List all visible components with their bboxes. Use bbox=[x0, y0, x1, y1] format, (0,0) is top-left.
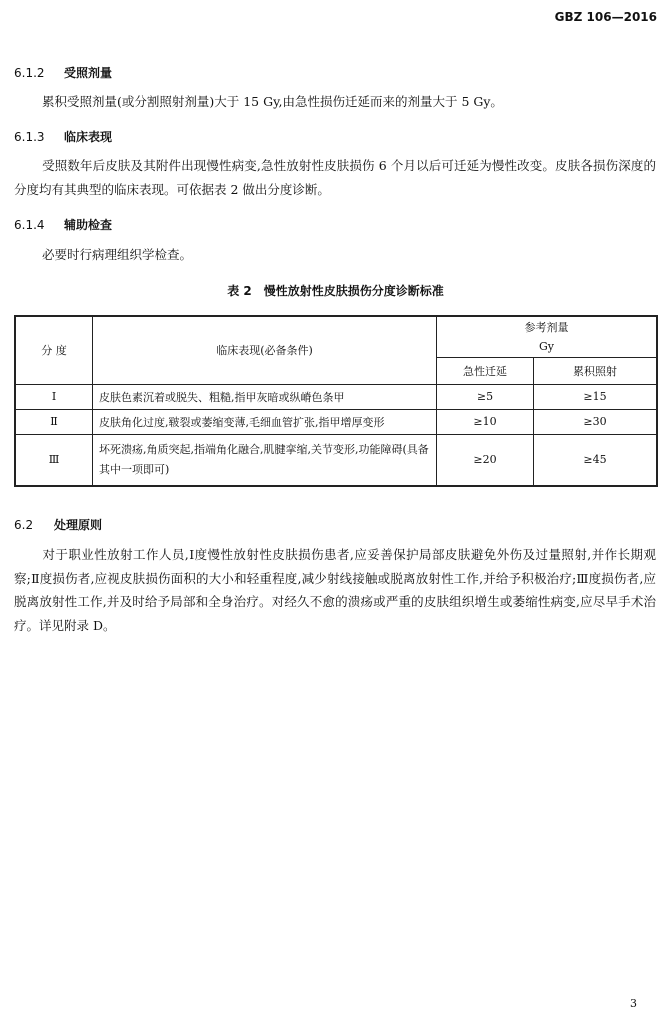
treatment-text: 对于职业性放射工作人员,Ⅰ度慢性放射性皮肤损伤患者,应妥善保护局部皮肤避免外伤及过量照射,并作长期观察;Ⅱ度损伤者,应视皮肤损伤面积的大小和轻重程度,减少射线接触或脱离放射性工作,并给予积极治疗;Ⅲ度损伤者,应脱离放射性工作,并及时给予局部和全身治疗。对经久不愈的溃疡或严重的皮肤组织增生或萎缩性病变,应尽早手术治疗。详见附录 D。 bbox=[14, 547, 656, 633]
clinical-cell: 皮肤色素沉着或脱失、粗糙,指甲灰暗或纵嵴色条甲 bbox=[93, 384, 437, 409]
clinical-header: 临床表现(必备条件) bbox=[93, 316, 437, 384]
section-title: 处理原则 bbox=[54, 518, 103, 532]
dose-text: 累积受照剂量(或分割照射剂量)大于 15 Gy,由急性损伤迁延而来的剂量大于 5 Gy。 bbox=[42, 94, 503, 109]
dose-unit-label: Gy bbox=[538, 339, 554, 353]
acute-dose-cell: ≥20 bbox=[437, 434, 534, 486]
cumulative-dose-cell: ≥30 bbox=[534, 409, 658, 434]
cumulative-dose-cell: ≥45 bbox=[534, 434, 658, 486]
clinical-paragraph bbox=[14, 154, 656, 201]
dose-paragraph bbox=[14, 90, 656, 114]
page-number: 3 bbox=[630, 997, 637, 1010]
acute-header: 急性迁延 bbox=[437, 357, 534, 384]
dose-group-header bbox=[437, 316, 658, 357]
clinical-text: 受照数年后皮肤及其附件出现慢性病变,急性放射性皮肤损伤 6 个月以后可迁延为慢性改变。皮肤各损伤深度的分度均有其典型的临床表现。可依据表 2 做出分度诊断。 bbox=[14, 158, 656, 197]
section-6-2-heading bbox=[14, 516, 102, 533]
table-row bbox=[15, 434, 657, 486]
cumulative-header: 累积照射 bbox=[534, 357, 658, 384]
grading-table bbox=[14, 315, 658, 487]
section-number: 6.1.2 bbox=[14, 66, 45, 80]
acute-dose-cell: ≥10 bbox=[437, 409, 534, 434]
section-number: 6.1.4 bbox=[14, 218, 45, 232]
section-number: 6.1.3 bbox=[14, 130, 45, 144]
clinical-cell: 坏死溃疡,角质突起,指端角化融合,肌腱挛缩,关节变形,功能障碍(具备其中一项即可) bbox=[93, 434, 437, 486]
cumulative-dose-cell: ≥15 bbox=[534, 384, 658, 409]
table-caption: 表 2 慢性放射性皮肤损伤分度诊断标准 bbox=[227, 284, 444, 298]
section-6-1-2-heading bbox=[14, 64, 112, 81]
section-number: 6.2 bbox=[14, 518, 34, 532]
section-title: 受照剂量 bbox=[64, 66, 113, 80]
grade-cell: Ⅲ bbox=[15, 434, 93, 486]
section-title: 临床表现 bbox=[64, 130, 113, 144]
clinical-cell: 皮肤角化过度,皲裂或萎缩变薄,毛细血管扩张,指甲增厚变形 bbox=[93, 409, 437, 434]
section-title: 辅助检查 bbox=[64, 218, 113, 232]
section-6-1-3-heading bbox=[14, 128, 112, 145]
section-6-1-4-heading bbox=[14, 216, 112, 233]
grade-cell: Ⅱ bbox=[15, 409, 93, 434]
table-row bbox=[15, 409, 657, 434]
auxiliary-text: 必要时行病理组织学检查。 bbox=[42, 247, 193, 262]
grade-header: 分 度 bbox=[15, 316, 93, 384]
auxiliary-paragraph bbox=[14, 243, 656, 267]
dose-group-label: 参考剂量 bbox=[524, 320, 569, 334]
acute-dose-cell: ≥5 bbox=[437, 384, 534, 409]
grade-cell: Ⅰ bbox=[15, 384, 93, 409]
table-row bbox=[15, 384, 657, 409]
standard-code: GBZ 106—2016 bbox=[554, 10, 657, 24]
treatment-paragraph bbox=[14, 543, 656, 637]
